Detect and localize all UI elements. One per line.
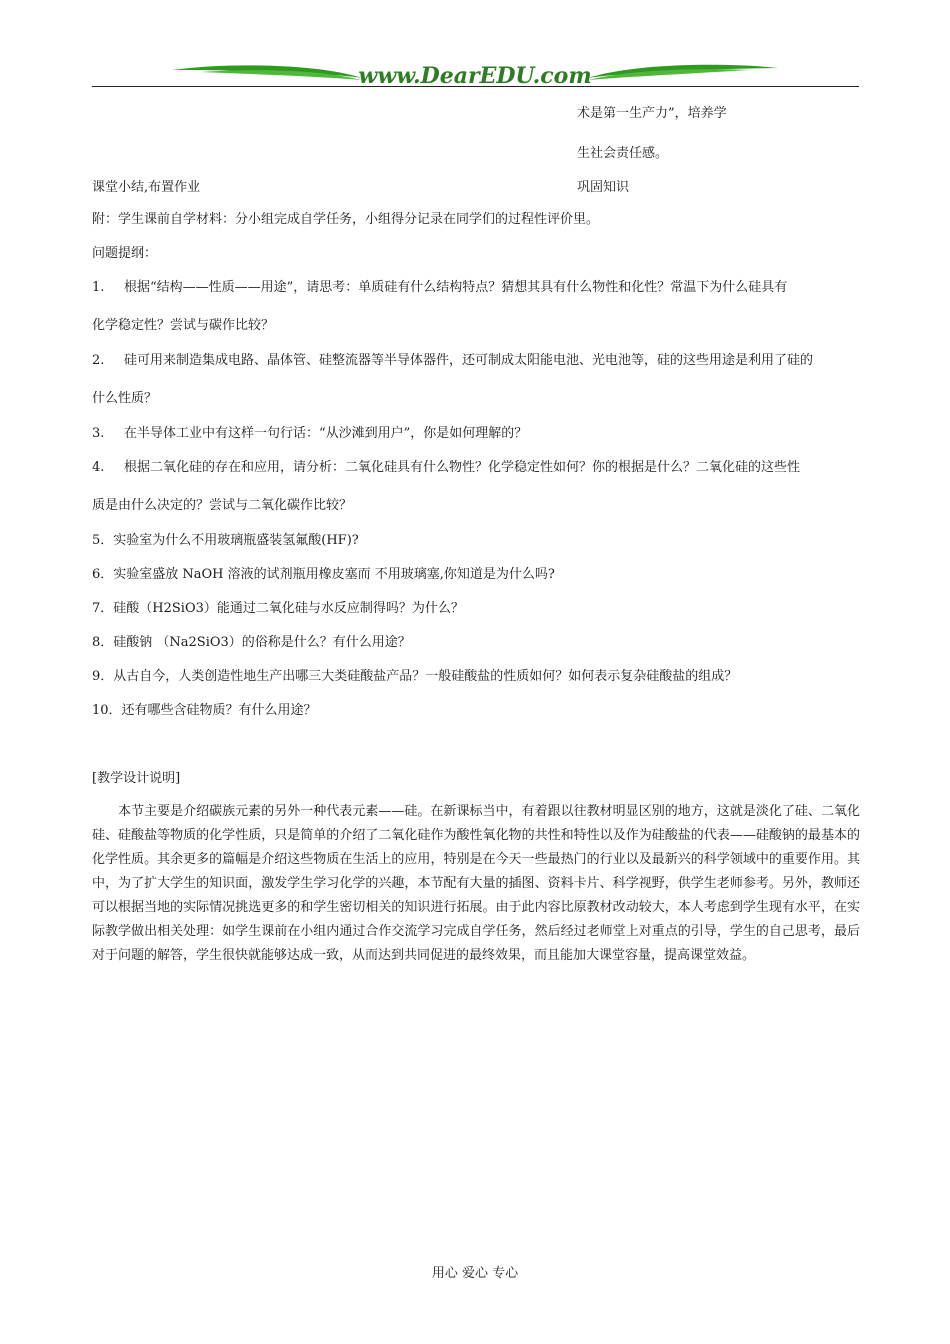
table-row-value: 巩固知识 <box>577 180 630 195</box>
question-text: 根据二氧化硅的存在和应用，请分析：二氧化硅具有什么物性？化学稳定性如何？你的根据是什么？二氧化硅的这些性 <box>124 460 801 475</box>
question-6: 6．实验室盛放 NaOH 溶液的试剂瓶用橡皮塞而 不用玻璃塞,你知道是为什么吗? <box>92 567 555 582</box>
header-rule <box>92 86 859 87</box>
page-footer: 用心 爱心 专心 <box>431 1266 519 1281</box>
question-3 <box>92 424 527 444</box>
question-text: 在半导体工业中有这样一句行话：“从沙滩到用户”，你是如何理解的？ <box>124 426 528 441</box>
appendix-text: 附：学生课前自学材料：分小组完成自学任务，小组得分记录在同学们的过程性评价里。 <box>92 212 600 227</box>
question-10: 10．还有哪些含硅物质？有什么用途？ <box>92 703 317 718</box>
question-number: 4. <box>92 460 105 475</box>
question-number: 1. <box>92 280 105 295</box>
question-1-continued: 化学稳定性？尝试与碳作比较？ <box>92 318 275 333</box>
question-text: 根据“结构——性质——用途”，请思考：单质硅有什么结构特点？猜想其具有什么物性和化性？常温下为什么硅具有 <box>124 280 788 295</box>
question-9: 9．从古自今，人类创造性地生产出哪三大类硅酸盐产品？一般硅酸盐的性质如何？如何表示复杂硅酸盐的组成？ <box>92 669 738 684</box>
outline-title: 问题提纲： <box>92 246 158 261</box>
question-4 <box>92 458 800 478</box>
question-text: 硅可用来制造集成电路、晶体管、硅整流器等半导体器件，还可制成太阳能电池、光电池等，硅的这些用途是利用了硅的 <box>124 353 814 368</box>
table-row-label: 课堂小结,布置作业 <box>92 180 201 195</box>
question-5: 5．实验室为什么不用玻璃瓶盛装氢氟酸(HF)? <box>92 533 359 548</box>
question-8: 8．硅酸钠 （Na2SiO3）的俗称是什么？有什么用途？ <box>92 635 411 650</box>
table-cell-right-line1: 术是第一生产力”，培养学 <box>577 106 727 121</box>
question-number: 2. <box>92 353 105 368</box>
question-2-continued: 什么性质？ <box>92 391 158 406</box>
design-note-body: 本节主要是介绍碳族元素的另外一种代表元素——硅。在新课标当中，有着跟以往教材明显区别的地方，这就是淡化了硅、二氧化硅、硅酸盐等物质的化学性质，只是简单的介绍了二氧化硅作为酸性氧化物的共性和特性以及作为硅酸盐的代表——硅酸钠的最基本的化学性质。其余更多的篇幅是介绍这些物质在生活上的应用，特别是在今天一些最热门的行业以及最新兴的科学领域中的重要作用。其中，为了扩大学生的知识面，激发学生学习化学的兴趣，本节配有大量的插图、资料卡片、科学视野，供学生老师参考。另外，教师还可以根据当地的实际情况挑选更多的和学生密切相关的知识进行拓展。由于此内容比原教材改动较大，本人考虑到学生现有水平，在实际教学做出相关处理：如学生课前在小组内通过合作交流学习完成自学任务，然后经过老师堂上对重点的引导，学生的自己思考，最后对于问题的解答，学生很快就能够达成一致，从而达到共同促进的最终效果，而且能加大课堂容量，提高课堂效益。 <box>92 804 860 963</box>
site-logo-text: www.DearEDU.com <box>358 63 592 89</box>
table-cell-right-line2: 生社会责任感。 <box>577 146 669 161</box>
question-number: 3. <box>92 426 105 441</box>
question-4-continued: 质是由什么决定的？尝试与二氧化碳作比较？ <box>92 498 353 513</box>
question-2 <box>92 351 813 371</box>
design-note-heading: [教学设计说明] <box>92 771 181 786</box>
question-7: 7．硅酸（H2SiO3）能通过二氧化硅与水反应制得吗？为什么？ <box>92 601 464 616</box>
question-1 <box>92 278 787 298</box>
